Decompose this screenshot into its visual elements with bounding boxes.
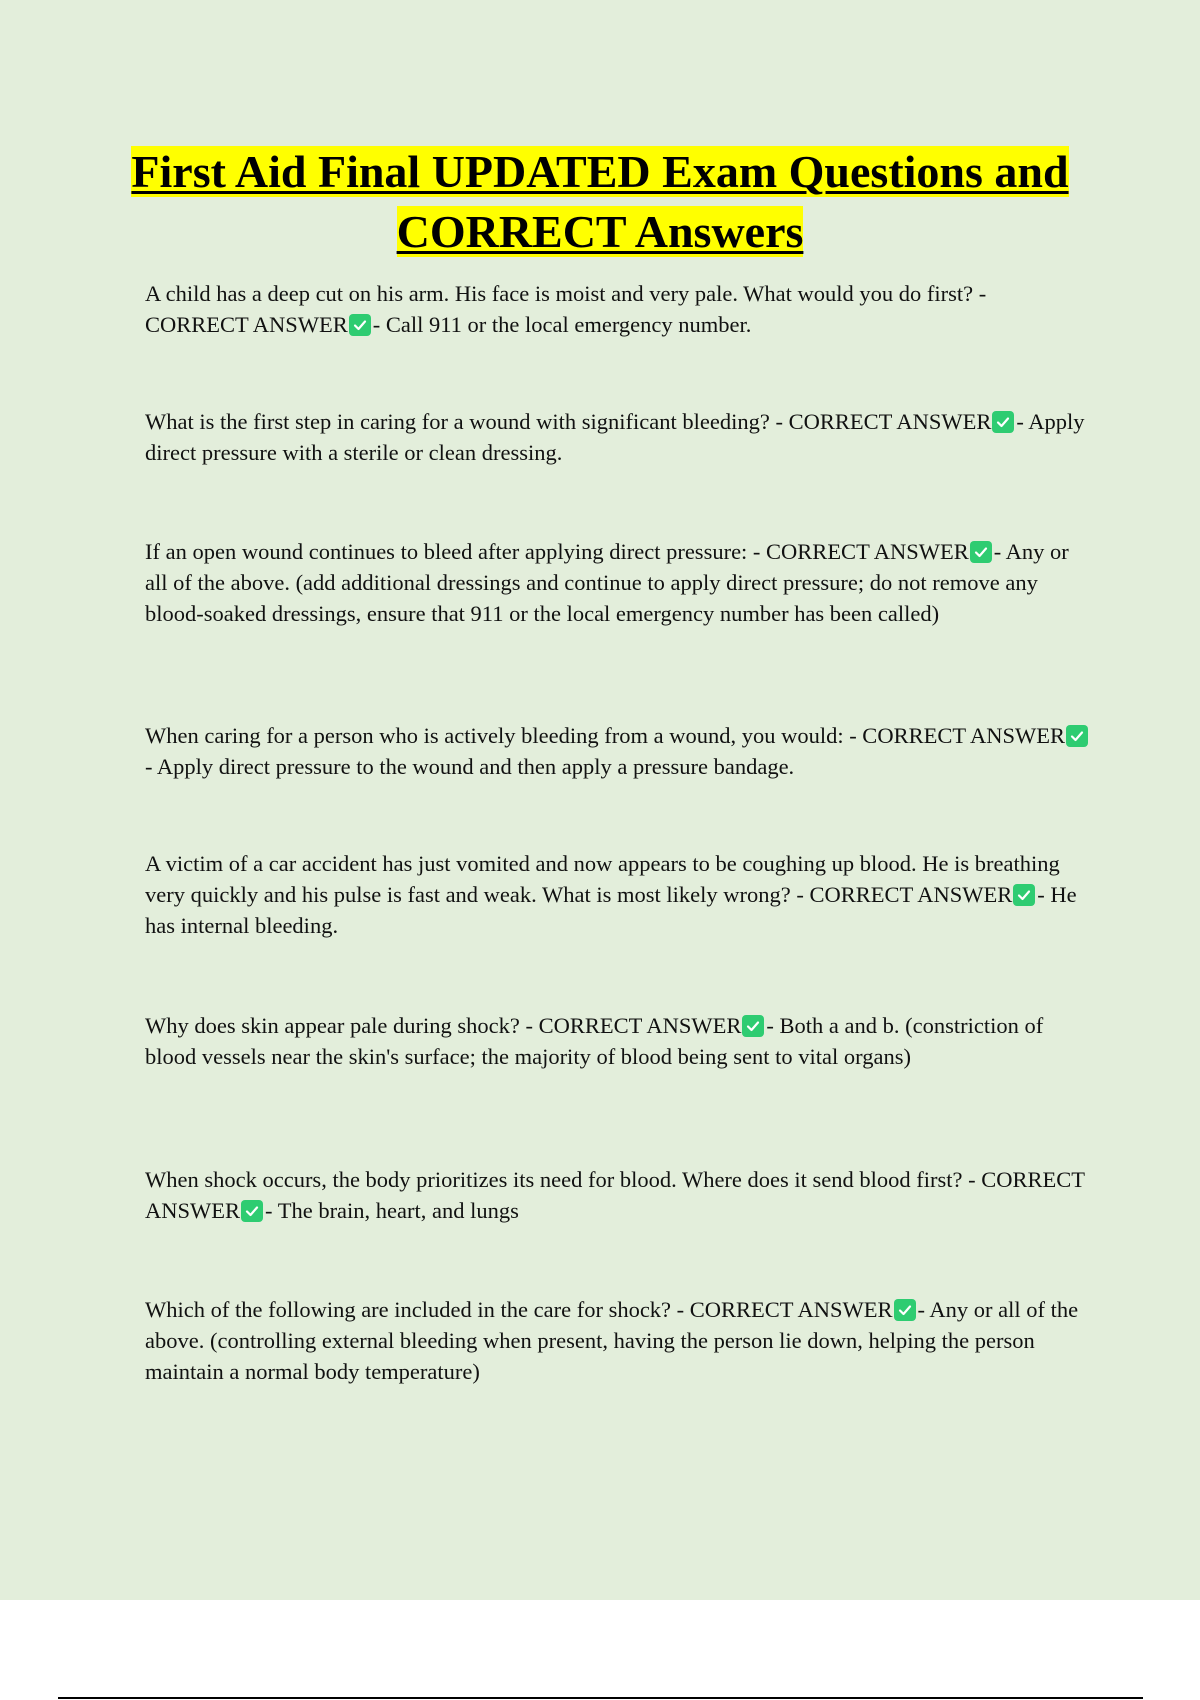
question-text: What is the first step in caring for a wound with significant bleeding? - CORRECT ANSWER [145,409,992,434]
checkmark-icon [894,1299,916,1321]
checkmark-icon [1066,725,1088,747]
qa-item-2 [145,406,1095,468]
question-text: A child has a deep cut on his arm. His face is moist and very pale. What would you do first? - CORRECT ANSWER [145,281,987,337]
qa-item-8 [145,1294,1095,1387]
document-title [100,142,1100,262]
checkmark-icon [241,1200,263,1222]
question-text: Which of the following are included in the care for shock? - CORRECT ANSWER [145,1297,893,1322]
checkmark-icon [349,314,371,336]
question-text: When shock occurs, the body prioritizes its need for blood. Where does it send blood first? - CORRECT ANSWER [145,1167,1085,1223]
question-text: Why does skin appear pale during shock? - CORRECT ANSWER [145,1013,742,1038]
checkmark-icon [992,411,1014,433]
question-text: When caring for a person who is actively bleeding from a wound, you would: - CORRECT ANSWER [145,723,1066,748]
document-title-text: First Aid Final UPDATED Exam Questions and CORRECT Answers [131,146,1069,257]
checkmark-icon [742,1015,764,1037]
checkmark-icon [1013,884,1035,906]
answer-text: - Call 911 or the local emergency number. [372,312,752,337]
answer-text: - Any or all of the above. (controlling external bleeding when present, having the person lie down, helping the person maintain a normal body temperature) [145,1297,1079,1384]
answer-text: - The brain, heart, and lungs [265,1198,519,1223]
footer-divider [58,1697,1143,1699]
answer-text: - Apply direct pressure to the wound and then apply a pressure bandage. [145,754,795,779]
answer-text: - He has internal bleeding. [145,882,1077,938]
qa-item-1 [145,278,1095,340]
qa-item-4 [145,720,1095,782]
qa-item-3 [145,536,1095,629]
qa-item-7 [145,1164,1095,1226]
answer-text: - Any or all of the above. (add additional dressings and continue to apply direct pressure; do not remove any blood-soaked dressings, ensure that 911 or the local emergency number has been called) [145,539,1069,626]
question-text: If an open wound continues to bleed after applying direct pressure: - CORRECT ANSWER [145,539,969,564]
answer-text: - Both a and b. (constriction of blood vessels near the skin's surface; the majority of blood being sent to vital organs) [145,1013,1044,1069]
qa-item-5 [145,848,1095,941]
qa-item-6 [145,1010,1095,1072]
question-text: A victim of a car accident has just vomited and now appears to be coughing up blood. He is breathing very quickly and his pulse is fast and weak. What is most likely wrong? - CORRECT ANSWER [145,851,1060,907]
checkmark-icon [970,541,992,563]
answer-text: - Apply direct pressure with a sterile or clean dressing. [145,409,1085,465]
